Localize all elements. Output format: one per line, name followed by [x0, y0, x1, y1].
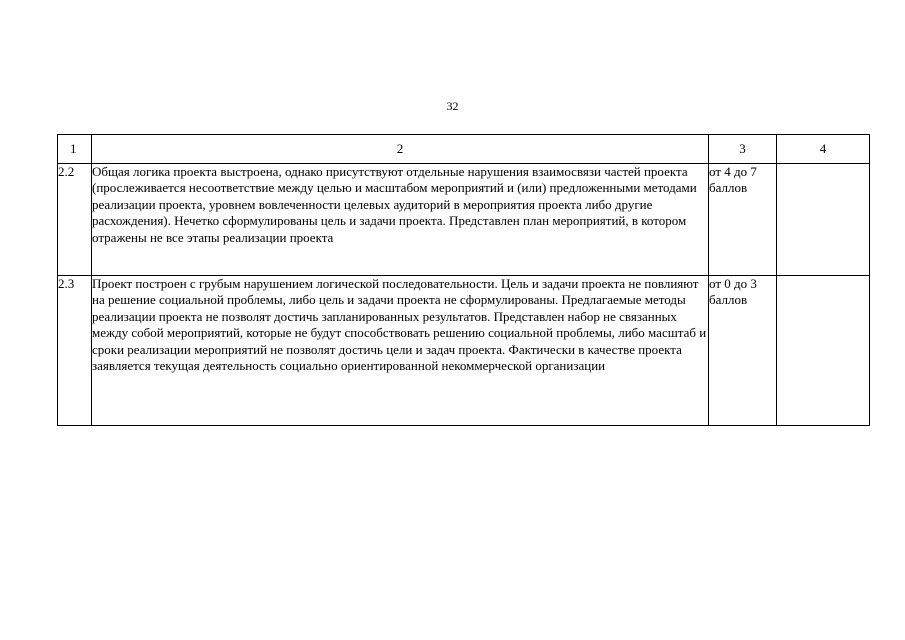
criteria-table — [57, 134, 870, 426]
row-description: Проект построен с грубым нарушением логической последовательности. Цель и задачи проекта не повлияют на решение социальной проблемы, либо цель и задачи проекта не сформулированы. Предлагаемые методы реализации проекта не позволят достичь запланированных результатов. Представлен набор не связанных между собой мероприятий, которые не будут способствовать решению социальной проблемы, либо масштаб и сроки реализации мероприятий не позволят достичь цели и задач проекта. Фактически в качестве проекта заявляется текущая деятельность социально ориентированной некоммерческой организации — [92, 276, 709, 426]
table-header-row — [58, 135, 870, 164]
column-header-2: 2 — [92, 135, 709, 164]
column-header-4: 4 — [777, 135, 870, 164]
row-score: от 0 до 3 баллов — [709, 276, 777, 426]
row-number: 2.2 — [58, 164, 92, 276]
row-column-4 — [777, 276, 870, 426]
row-description: Общая логика проекта выстроена, однако присутствуют отдельные нарушения взаимосвязи частей проекта (прослеживается несоответствие между целью и масштабом мероприятий и (или) предложенными методами реализации проекта, уровнем вовлеченности целевых аудиторий в мероприятия проекта либо другие расхождения). Нечетко сформулированы цель и задачи проекта. Представлен план мероприятий, в котором отражены не все этапы реализации проекта — [92, 164, 709, 276]
row-number: 2.3 — [58, 276, 92, 426]
column-header-3: 3 — [709, 135, 777, 164]
column-header-1: 1 — [58, 135, 92, 164]
page-number: 32 — [446, 99, 459, 113]
row-score: от 4 до 7 баллов — [709, 164, 777, 276]
row-column-4 — [777, 164, 870, 276]
table-row — [58, 276, 870, 426]
table-row — [58, 164, 870, 276]
